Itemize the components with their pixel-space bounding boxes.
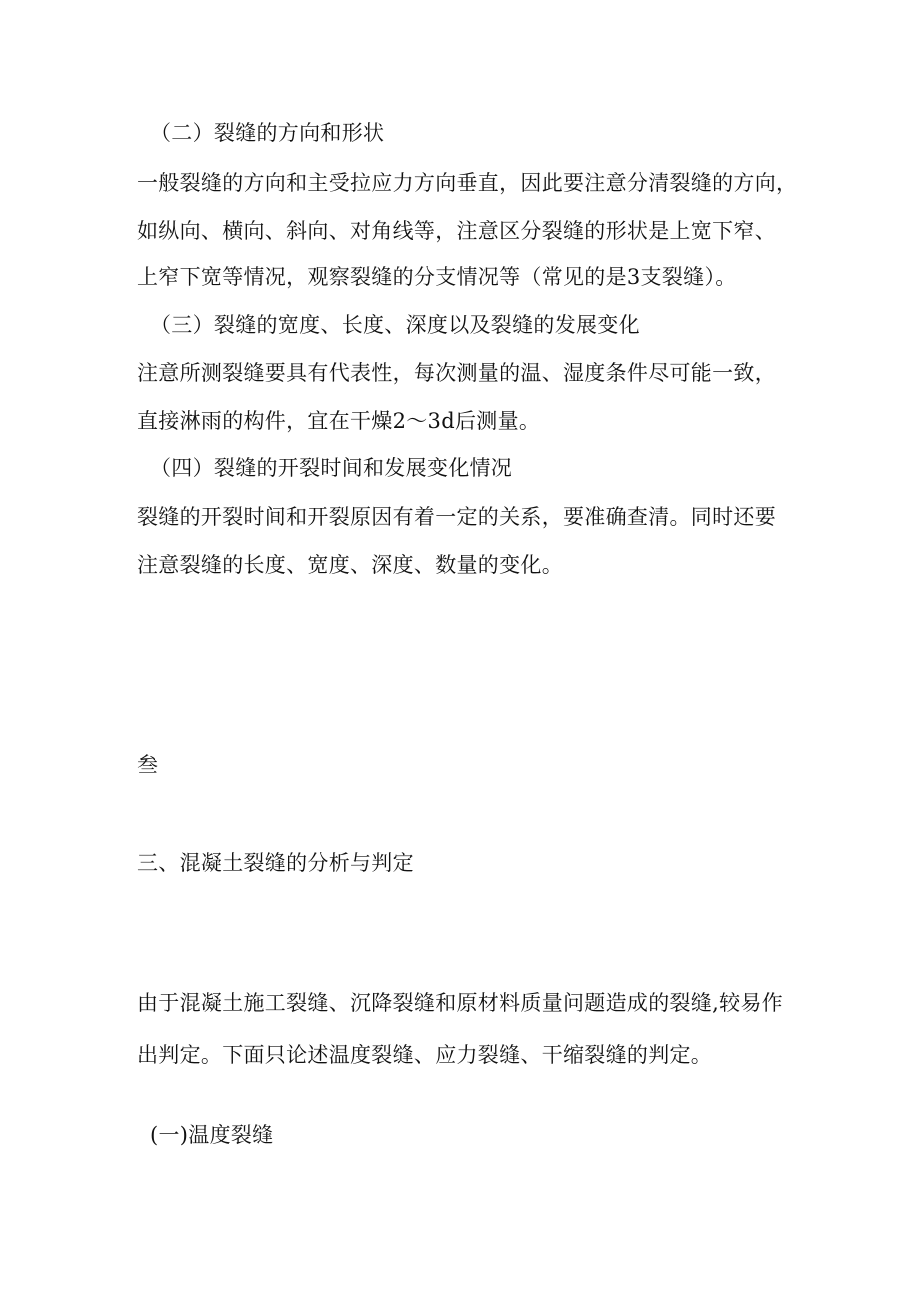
paragraph-line: 裂缝的开裂时间和开裂原因有着一定的关系，要准确查清。同时还要 <box>137 505 776 529</box>
chapter-heading: 三、混凝土裂缝的分析与判定 <box>137 851 414 875</box>
paragraph-line: 出判定。下面只论述温度裂缝、应力裂缝、干缩裂缝的判定。 <box>137 1043 713 1067</box>
section-heading-cracking-time: （四）裂缝的开裂时间和发展变化情况 <box>150 456 513 480</box>
paragraph-line: 注意裂缝的长度、宽度、深度、数量的变化。 <box>137 553 563 577</box>
paragraph-line: 如纵向、横向、斜向、对角线等，注意区分裂缝的形状是上宽下窄、 <box>137 219 776 243</box>
paragraph-line: 直接淋雨的构件，宜在干燥2～3d后测量。 <box>137 409 541 433</box>
subheading-temperature-cracks: (一)温度裂缝 <box>150 1123 274 1147</box>
paragraph-line: 由于混凝土施工裂缝、沉降裂缝和原材料质量问题造成的裂缝,较易作 <box>137 991 783 1015</box>
section-heading-width-length-depth: （三）裂缝的宽度、长度、深度以及裂缝的发展变化 <box>150 313 640 337</box>
paragraph-line: 一般裂缝的方向和主受拉应力方向垂直，因此要注意分清裂缝的方向， <box>137 171 798 195</box>
paragraph-line: 注意所测裂缝要具有代表性，每次测量的温、湿度条件尽可能一致， <box>137 361 776 385</box>
section-heading-direction-shape: （二）裂缝的方向和形状 <box>150 121 385 145</box>
section-marker: 叁 <box>137 753 159 777</box>
paragraph-line: 上窄下宽等情况，观察裂缝的分支情况等（常见的是3支裂缝）。 <box>137 265 737 289</box>
